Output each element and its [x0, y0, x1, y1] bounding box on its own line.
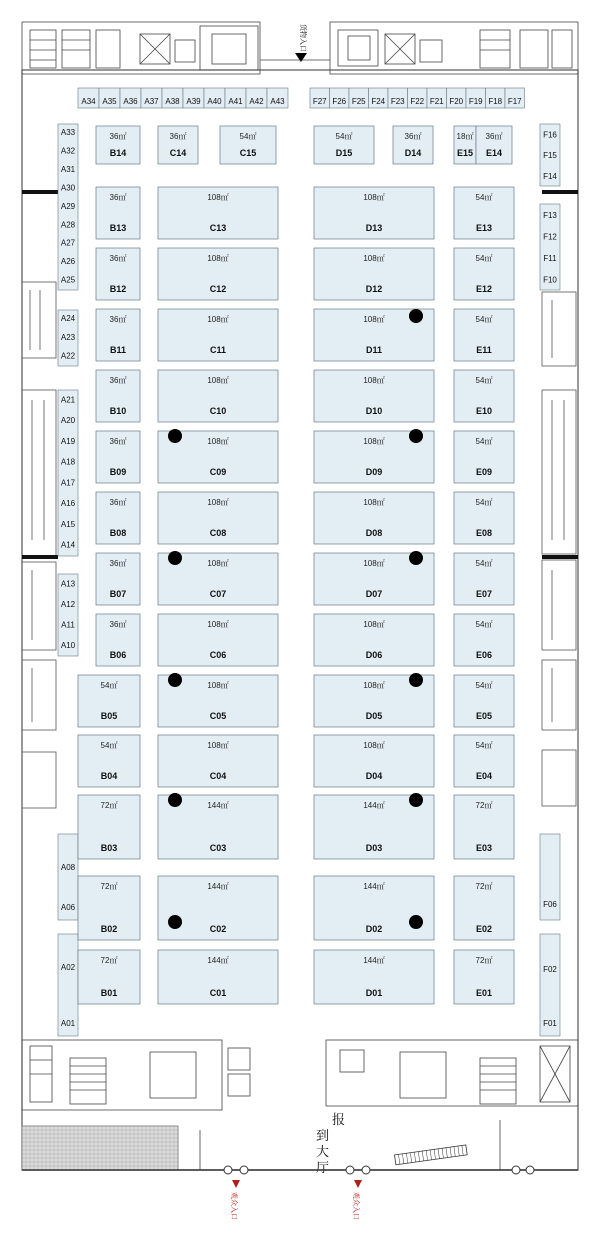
booth-c08[interactable]: [158, 492, 278, 544]
booth-a21: A21: [60, 395, 76, 405]
entrance-arrow-icon: [354, 1180, 362, 1188]
booth-area: 144㎡: [207, 882, 229, 891]
booth-code: C12: [209, 284, 227, 294]
booth-code: C01: [209, 988, 227, 998]
booth-code: B14: [109, 148, 127, 158]
booth-a28: A28: [60, 220, 76, 230]
booth-code: D01: [365, 988, 383, 998]
booth-code: A35: [102, 97, 117, 106]
booth-e13[interactable]: [454, 187, 514, 239]
booth-e05[interactable]: [454, 675, 514, 727]
top-a-booths: [78, 88, 288, 108]
booth-c04[interactable]: [158, 735, 278, 787]
booth-code: A41: [228, 97, 243, 106]
booth-c14[interactable]: [158, 126, 198, 164]
booth-code: C14: [169, 148, 187, 158]
booth-code: E05: [475, 711, 493, 721]
booth-area: 108㎡: [207, 681, 229, 690]
booth-f10: F10: [543, 275, 557, 285]
booth-f14: F14: [543, 171, 557, 181]
booth-code: B12: [109, 284, 127, 294]
booth-f11: F11: [543, 253, 557, 263]
booth-b11[interactable]: [96, 309, 140, 361]
cargo-entrance-arrow-icon: [295, 53, 307, 62]
booth-area: 36㎡: [404, 132, 422, 141]
booth-a12: A12: [60, 599, 76, 609]
booth-code: D08: [365, 528, 383, 538]
booth-code: E09: [475, 467, 493, 477]
booth-e12[interactable]: [454, 248, 514, 300]
booth-code: B08: [109, 528, 127, 538]
booth-f02: F02: [543, 965, 557, 974]
booth-code: F17: [507, 97, 522, 106]
booth-area: 108㎡: [207, 376, 229, 385]
booth-code: C09: [209, 467, 227, 477]
booth-code: A38: [165, 97, 180, 106]
booth-area: 72㎡: [475, 801, 493, 810]
booth-area: 54㎡: [475, 193, 493, 202]
svg-text:报: 报: [332, 1112, 346, 1127]
booth-a23: A23: [60, 332, 76, 342]
booth-c01[interactable]: [158, 950, 278, 1004]
booth-a14: A14: [60, 540, 76, 550]
booth-area: 54㎡: [475, 620, 493, 629]
booth-code: B10: [109, 406, 127, 416]
booth-area: 72㎡: [100, 882, 118, 891]
booth-area: 36㎡: [109, 437, 127, 446]
booth-area: 54㎡: [239, 132, 257, 141]
booth-code: F22: [410, 97, 425, 106]
booth-code: B13: [109, 223, 127, 233]
booth-b12[interactable]: [96, 248, 140, 300]
booth-b09[interactable]: [96, 431, 140, 483]
booth-c13[interactable]: [158, 187, 278, 239]
booth-area: 108㎡: [207, 620, 229, 629]
pillar: [168, 551, 182, 565]
booth-e15[interactable]: [454, 126, 476, 164]
grid-floor: [22, 1126, 178, 1170]
booth-area: 108㎡: [363, 437, 385, 446]
booth-area: 108㎡: [363, 559, 385, 568]
booth-code: D03: [365, 843, 383, 853]
booth-code: B05: [100, 711, 118, 721]
booth-c10[interactable]: [158, 370, 278, 422]
booth-area: 72㎡: [475, 956, 493, 965]
booth-area: 54㎡: [475, 559, 493, 568]
booth-code: E10: [475, 406, 493, 416]
booth-code: C08: [209, 528, 227, 538]
booth-b04[interactable]: [78, 735, 140, 787]
booth-e11[interactable]: [454, 309, 514, 361]
booth-area: 36㎡: [109, 376, 127, 385]
booth-a25: A25: [60, 275, 76, 285]
booth-e10[interactable]: [454, 370, 514, 422]
booth-area: 54㎡: [100, 741, 118, 750]
booth-code: E15: [456, 148, 474, 158]
booth-code: B02: [100, 924, 118, 934]
booth-code: D13: [365, 223, 383, 233]
booth-area: 36㎡: [109, 620, 127, 629]
pillar: [409, 793, 423, 807]
booth-a24: A24: [60, 314, 76, 324]
booth-area: 54㎡: [475, 498, 493, 507]
booth-area: 108㎡: [207, 193, 229, 202]
pillar: [409, 429, 423, 443]
booth-code: A40: [207, 97, 222, 106]
booth-code: C11: [209, 345, 227, 355]
booth-code: C03: [209, 843, 227, 853]
left-booth-strip: [58, 124, 78, 1036]
booth-area: 36㎡: [109, 193, 127, 202]
booth-code: E01: [475, 988, 493, 998]
booth-code: A39: [186, 97, 201, 106]
booth-c02[interactable]: [158, 876, 278, 940]
booth-code: B07: [109, 589, 127, 599]
pillar: [409, 551, 423, 565]
booth-e02[interactable]: [454, 876, 514, 940]
booth-area: 54㎡: [475, 741, 493, 750]
booth-area: 108㎡: [207, 315, 229, 324]
booth-area: 144㎡: [363, 801, 385, 810]
booth-area: 72㎡: [475, 882, 493, 891]
booth-area: 108㎡: [363, 498, 385, 507]
booth-code: E04: [475, 771, 493, 781]
booth-e09[interactable]: [454, 431, 514, 483]
booth-code: A42: [249, 97, 264, 106]
booth-area: 54㎡: [335, 132, 353, 141]
right-booth-strip: [540, 124, 560, 1036]
booth-code: E14: [485, 148, 503, 158]
booth-d06[interactable]: [314, 614, 434, 666]
booth-f15: F15: [543, 151, 557, 161]
booth-code: B01: [100, 988, 118, 998]
booth-code: A43: [270, 97, 285, 106]
booth-e04[interactable]: [454, 735, 514, 787]
pillar: [168, 793, 182, 807]
booth-area: 108㎡: [207, 741, 229, 750]
booth-code: E07: [475, 589, 493, 599]
booth-a11: A11: [61, 620, 75, 630]
booth-b06[interactable]: [96, 614, 140, 666]
booth-area: 144㎡: [207, 801, 229, 810]
booth-f06: F06: [543, 900, 557, 910]
booth-a17: A17: [60, 478, 76, 488]
booth-code: D06: [365, 650, 383, 660]
booth-code: D15: [335, 148, 353, 158]
registration-hall-label: [316, 1112, 345, 1175]
booth-c06[interactable]: [158, 614, 278, 666]
booth-code: E03: [475, 843, 493, 853]
booth-e14[interactable]: [476, 126, 512, 164]
booth-a06: A06: [60, 903, 76, 912]
booth-code: C07: [209, 589, 227, 599]
booth-area: 108㎡: [363, 254, 385, 263]
booth-a02: A02: [60, 963, 76, 972]
booth-d14[interactable]: [393, 126, 433, 164]
booth-area: 108㎡: [207, 437, 229, 446]
booth-code: E08: [475, 528, 493, 538]
booth-a27: A27: [60, 238, 76, 248]
booth-code: F23: [390, 97, 405, 106]
pillar: [409, 673, 423, 687]
booth-area: 36㎡: [109, 132, 127, 141]
booth-e07[interactable]: [454, 553, 514, 605]
booth-f01: F01: [543, 1019, 557, 1028]
booth-code: F24: [371, 97, 386, 106]
booth-e06[interactable]: [454, 614, 514, 666]
booth-a15: A15: [60, 519, 76, 529]
booth-code: F18: [488, 97, 503, 106]
booth-d08[interactable]: [314, 492, 434, 544]
booth-code: D05: [365, 711, 383, 721]
visitor-entrance-right: [346, 1166, 370, 1220]
booth-d02[interactable]: [314, 876, 434, 940]
booth-d01[interactable]: [314, 950, 434, 1004]
booth-code: F21: [429, 97, 444, 106]
entrance-arrow-icon: [232, 1180, 240, 1188]
booth-code: A37: [144, 97, 159, 106]
booth-a13: A13: [60, 579, 76, 589]
booth-code: A36: [123, 97, 138, 106]
booth-code: C06: [209, 650, 227, 660]
booth-code: D09: [365, 467, 383, 477]
booth-f12: F12: [543, 232, 557, 242]
booth-d13[interactable]: [314, 187, 434, 239]
booth-area: 72㎡: [100, 801, 118, 810]
svg-text:到大厅: 到大厅: [316, 1128, 330, 1175]
booth-area: 108㎡: [363, 741, 385, 750]
booth-code: C15: [239, 148, 257, 158]
booth-area: 108㎡: [207, 559, 229, 568]
booth-code: B11: [109, 345, 127, 355]
booth-a26: A26: [60, 257, 76, 267]
booth-area: 72㎡: [100, 956, 118, 965]
booth-code: D14: [404, 148, 422, 158]
booth-b05[interactable]: [78, 675, 140, 727]
booth-code: C02: [209, 924, 227, 934]
booth-b02[interactable]: [78, 876, 140, 940]
pillar: [409, 915, 423, 929]
booth-code: A34: [81, 97, 96, 106]
booth-a33: A33: [60, 128, 76, 138]
booth-code: B04: [100, 771, 118, 781]
booth-area: 36㎡: [109, 315, 127, 324]
booth-code: C10: [209, 406, 227, 416]
booth-b14[interactable]: [96, 126, 140, 164]
booth-a32: A32: [60, 146, 76, 156]
booth-area: 36㎡: [109, 498, 127, 507]
booth-code: B06: [109, 650, 127, 660]
booth-area: 108㎡: [207, 254, 229, 263]
booth-code: C05: [209, 711, 227, 721]
booth-a18: A18: [60, 457, 76, 467]
booth-a19: A19: [60, 436, 76, 446]
booth-code: E02: [475, 924, 493, 934]
booth-e08[interactable]: [454, 492, 514, 544]
booth-e01[interactable]: [454, 950, 514, 1004]
pillar: [409, 309, 423, 323]
booth-area: 36㎡: [109, 559, 127, 568]
booth-area: 54㎡: [475, 681, 493, 690]
booth-area: 54㎡: [475, 315, 493, 324]
booth-a29: A29: [60, 201, 76, 211]
booth-code: C04: [209, 771, 227, 781]
main-booths: [78, 126, 514, 1004]
booth-code: D10: [365, 406, 383, 416]
booth-area: 36㎡: [485, 132, 503, 141]
booth-code: F19: [468, 97, 483, 106]
booth-b08[interactable]: [96, 492, 140, 544]
booth-d04[interactable]: [314, 735, 434, 787]
booth-area: 108㎡: [363, 620, 385, 629]
visitor-entrance-left: [224, 1166, 248, 1220]
booth-code: F27: [312, 97, 327, 106]
booth-area: 54㎡: [475, 254, 493, 263]
booth-area: 54㎡: [100, 681, 118, 690]
pillar: [168, 915, 182, 929]
booth-area: 144㎡: [207, 956, 229, 965]
booth-b13[interactable]: [96, 187, 140, 239]
booth-area: 108㎡: [363, 193, 385, 202]
booth-c11[interactable]: [158, 309, 278, 361]
pillar: [168, 673, 182, 687]
booth-code: D07: [365, 589, 383, 599]
booth-area: 36㎡: [169, 132, 187, 141]
visitor-entrance-left-label: 观众入口: [230, 1192, 237, 1220]
booth-code: F25: [351, 97, 366, 106]
booth-area: 108㎡: [363, 315, 385, 324]
booth-b10[interactable]: [96, 370, 140, 422]
booth-code: D02: [365, 924, 383, 934]
cargo-entrance-label: 货物入口: [299, 24, 306, 52]
visitor-entrance-right-label: 观众入口: [352, 1192, 359, 1220]
booth-area: 108㎡: [363, 376, 385, 385]
booth-code: E12: [475, 284, 493, 294]
booth-area: 36㎡: [109, 254, 127, 263]
booth-code: D12: [365, 284, 383, 294]
booth-a10: A10: [60, 640, 76, 650]
top-f-booths: [310, 88, 525, 108]
booth-area: 144㎡: [363, 956, 385, 965]
booth-a16: A16: [60, 499, 76, 509]
booth-area: 18㎡: [456, 132, 474, 141]
booth-code: F20: [449, 97, 464, 106]
booth-b07[interactable]: [96, 553, 140, 605]
booth-c12[interactable]: [158, 248, 278, 300]
booth-area: 54㎡: [475, 376, 493, 385]
booth-code: E11: [476, 345, 492, 355]
booth-d10[interactable]: [314, 370, 434, 422]
booth-area: 108㎡: [207, 498, 229, 507]
booth-d12[interactable]: [314, 248, 434, 300]
pillar: [168, 429, 182, 443]
booth-a01: A01: [60, 1019, 76, 1028]
booth-code: D11: [365, 345, 383, 355]
booth-code: B03: [100, 843, 118, 853]
booth-b03[interactable]: [78, 795, 140, 859]
escalator-icon: [395, 1145, 468, 1165]
booth-code: C13: [209, 223, 227, 233]
booth-e03[interactable]: [454, 795, 514, 859]
booth-f16: F16: [543, 130, 557, 140]
booth-code: D04: [365, 771, 383, 781]
booth-code: E13: [475, 223, 493, 233]
booth-column: [58, 390, 78, 556]
booth-a30: A30: [60, 183, 76, 193]
booth-a31: A31: [60, 164, 76, 174]
booth-b01[interactable]: [78, 950, 140, 1004]
booth-a20: A20: [60, 416, 76, 426]
booth-area: 108㎡: [363, 681, 385, 690]
booth-code: B09: [109, 467, 127, 477]
booth-c15[interactable]: [220, 126, 276, 164]
booth-f13: F13: [543, 210, 557, 220]
booth-d15[interactable]: [314, 126, 374, 164]
booth-code: F26: [332, 97, 347, 106]
booth-a08: A08: [60, 863, 76, 872]
booth-code: E06: [475, 650, 493, 660]
booth-area: 144㎡: [363, 882, 385, 891]
booth-a22: A22: [60, 351, 76, 361]
booth-area: 54㎡: [475, 437, 493, 446]
